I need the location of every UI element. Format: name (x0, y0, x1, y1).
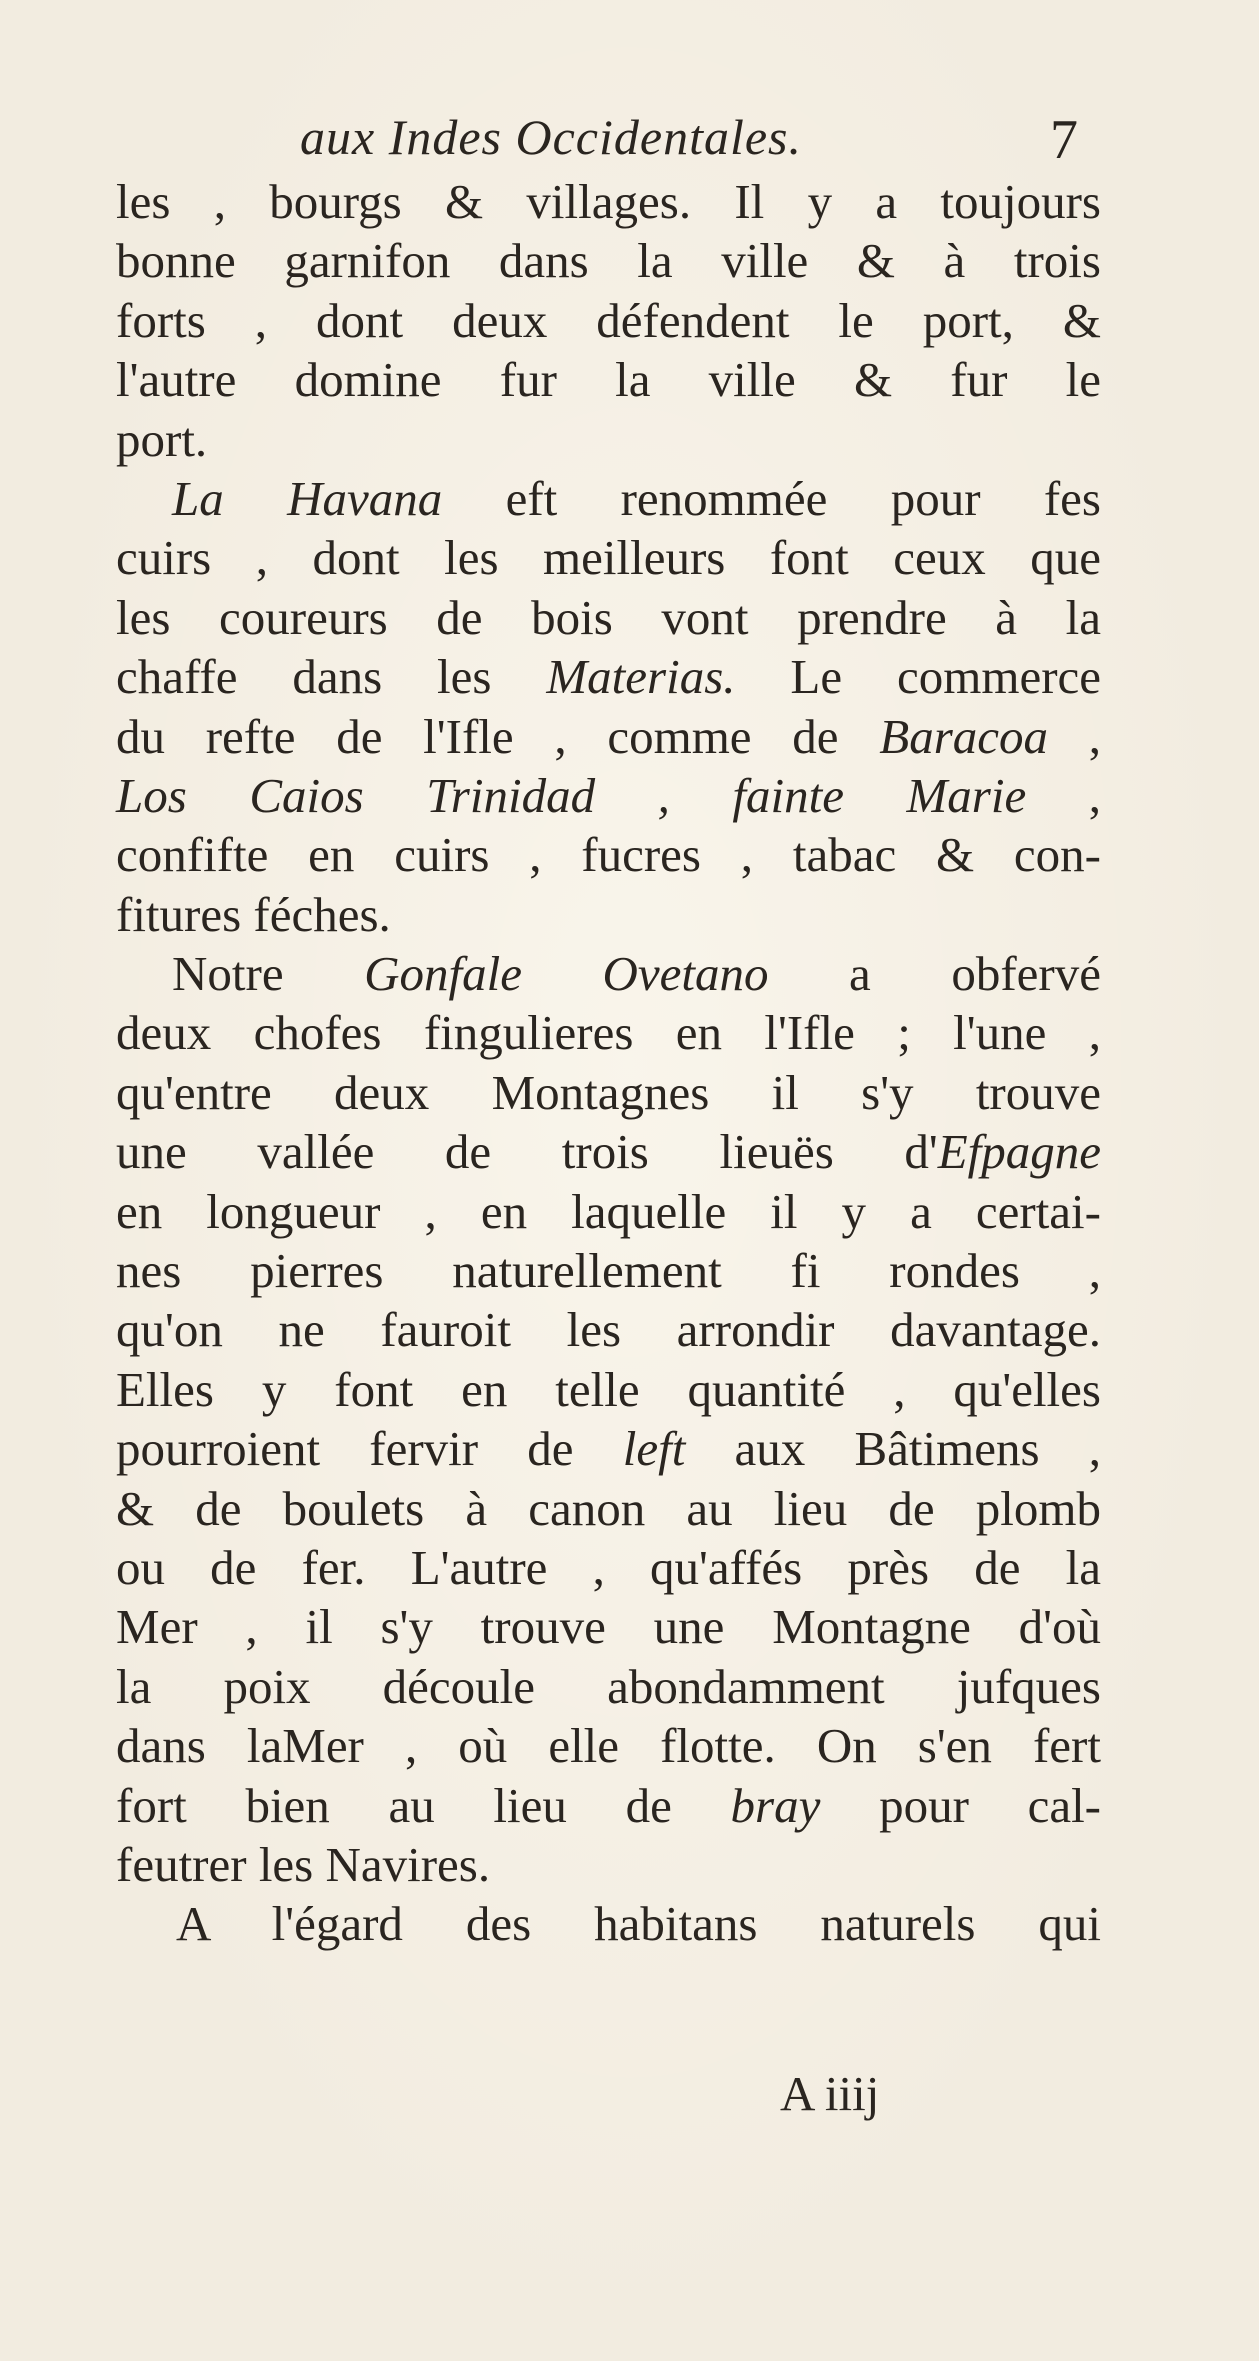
text-line: la poix découle abondamment jufques (116, 1658, 1101, 1714)
text-line: & de boulets à canon au lieu de plomb (116, 1480, 1101, 1536)
running-title: aux Indes Occidentales. (300, 109, 803, 165)
running-head (300, 108, 1100, 178)
text-line: A l'égard des habitans naturels qui (176, 1896, 1101, 1952)
text-line: en longueur , en laquelle il y a certai- (116, 1183, 1101, 1239)
text-line: l'autre domine fur la ville & fur le (116, 352, 1101, 408)
text-line: deux chofes fingulieres en l'Ifle ; l'une , (116, 1005, 1101, 1061)
text-line: forts , dont deux défendent le port, & (116, 292, 1101, 348)
text-line: cuirs , dont les meilleurs font ceux que (116, 530, 1101, 586)
italic-place-name: Materias. (546, 649, 736, 705)
italic-term: bray (730, 1777, 821, 1833)
text-line: nes pierres naturellement fi rondes , (116, 1243, 1101, 1299)
text-line: les , bourgs & villages. Il y a toujours (116, 174, 1101, 229)
text-line: dans laMer , où elle flotte. On s'en fert (116, 1718, 1101, 1774)
text-line: pourroient fervir de left aux Bâtimens , (116, 1421, 1101, 1477)
signature-mark: A iiij (780, 2066, 880, 2121)
italic-place-name: Efpagne (937, 1124, 1101, 1180)
text-line: fort bien au lieu de bray pour cal- (116, 1777, 1102, 1833)
text-line: port. (116, 411, 208, 467)
text-line: feutrer les Navires. (116, 1836, 491, 1892)
text-line: Elles y font en telle quantité , qu'elles (116, 1361, 1101, 1417)
text-line: bonne garnifon dans la ville & à trois (116, 233, 1101, 289)
italic-place-name: Los Caios Trinidad , fainte Marie (116, 767, 1027, 823)
text-line: une vallée de trois lieuës d'Efpagne (116, 1124, 1101, 1180)
body-text (116, 172, 1101, 1954)
text-line: les coureurs de bois vont prendre à la (116, 589, 1101, 645)
text-line: chaffe dans les Materias. Le commerce (116, 649, 1102, 705)
text-line: qu'entre deux Montagnes il s'y trouve (116, 1064, 1101, 1120)
text-line: Notre Gonfale Ovetano a obfervé (172, 946, 1101, 1002)
text-line: Mer , il s'y trouve une Montagne d'où (116, 1599, 1101, 1655)
italic-person-name: Gonfale Ovetano (364, 946, 769, 1002)
italic-place-name: Baracoa (879, 708, 1049, 764)
text-line: Los Caios Trinidad , fainte Marie , (116, 767, 1102, 823)
text-line: ou de fer. L'autre , qu'affés près de la (116, 1539, 1101, 1595)
italic-term: left (622, 1421, 686, 1477)
text-line: confifte en cuirs , fucres , tabac & con- (116, 827, 1101, 883)
text-line: du refte de l'Ifle , comme de Baracoa , (116, 708, 1101, 764)
italic-place-name: La Havana (172, 470, 443, 526)
text-line: qu'on ne fauroit les arrondir davantage. (116, 1302, 1101, 1358)
text-line: fitures féches. (116, 886, 391, 942)
page-number: 7 (1050, 109, 1079, 171)
text-line: La Havana eft renommée pour fes (172, 470, 1101, 526)
